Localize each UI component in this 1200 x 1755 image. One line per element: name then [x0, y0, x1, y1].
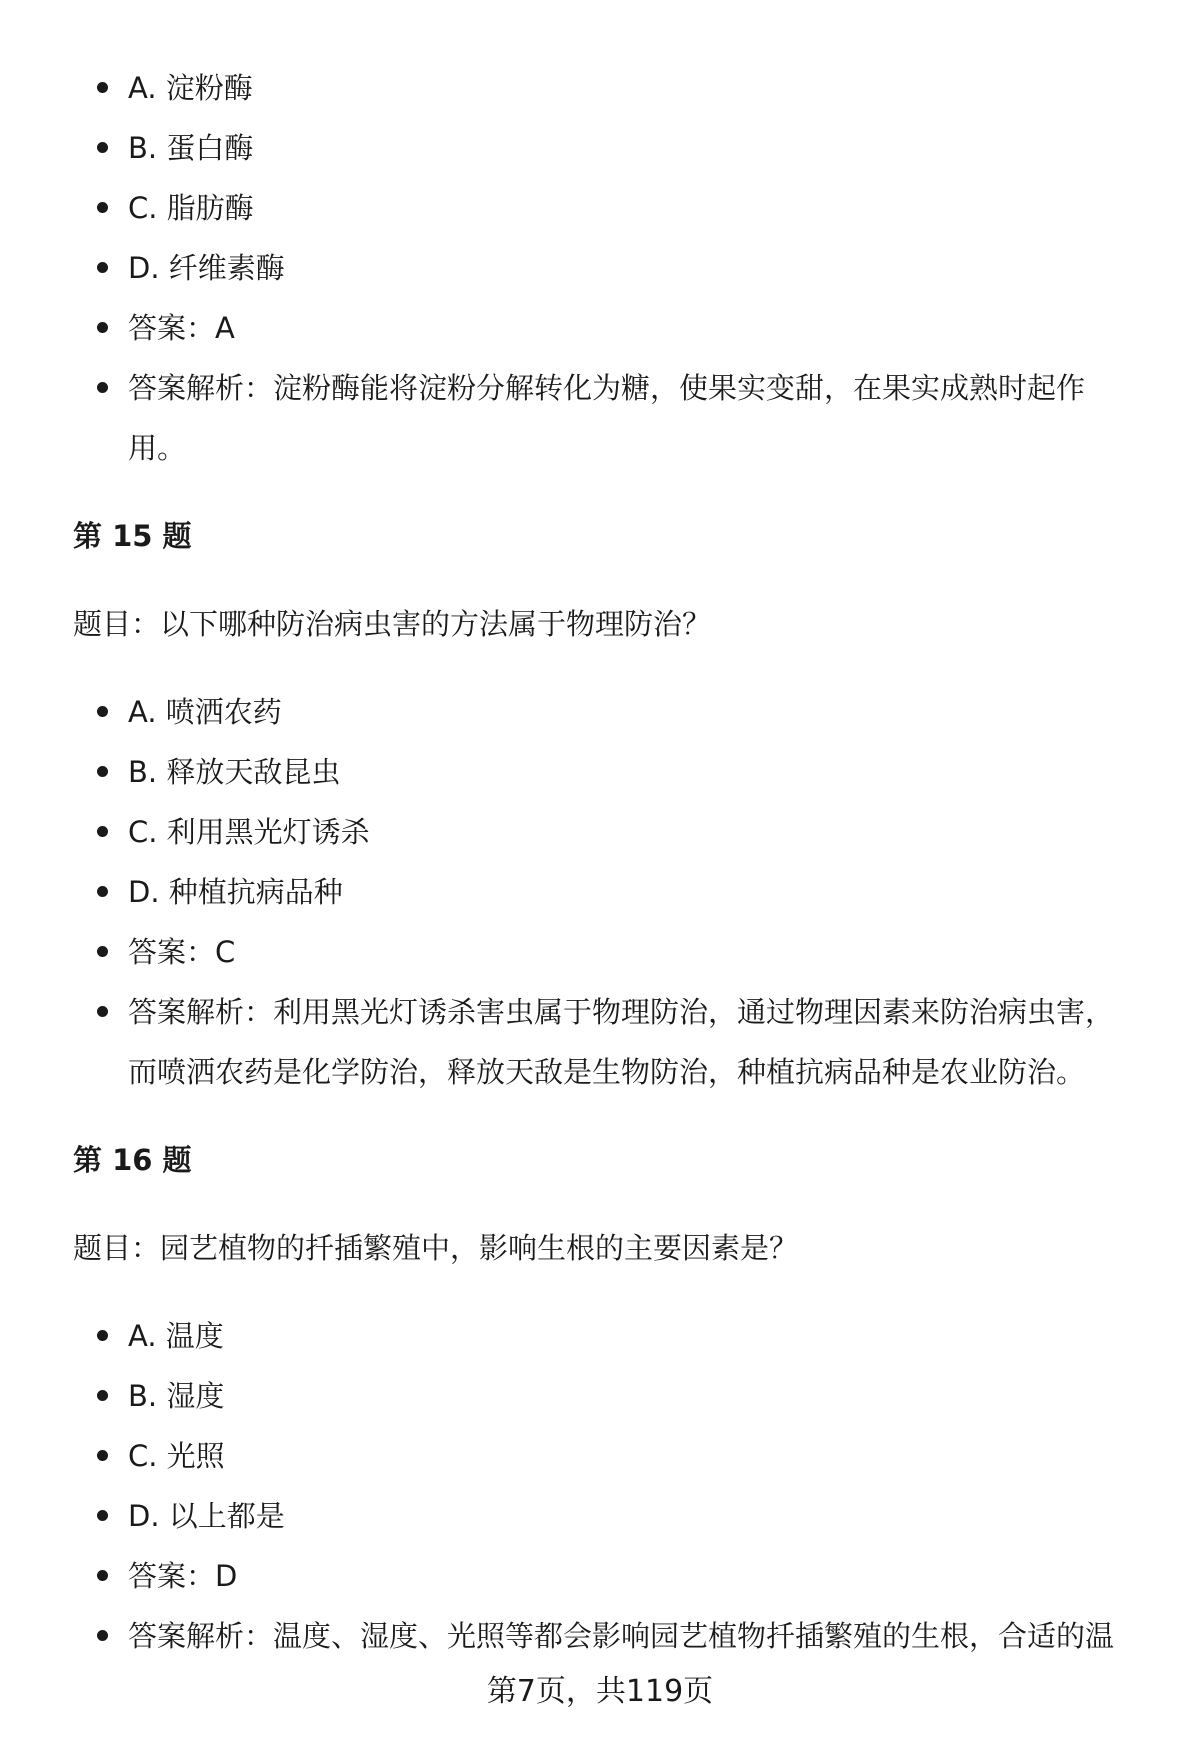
option-d: D. 纤维素酶	[0, 238, 1200, 298]
answer-analysis: 答案解析：淀粉酶能将淀粉分解转化为糖，使果实变甜，在果实成熟时起作用。	[0, 358, 1198, 478]
option-b: B. 湿度	[0, 1366, 1200, 1426]
option-b: B. 蛋白酶	[0, 118, 1200, 178]
question-16-text: 题目：园艺植物的扦插繁殖中，影响生根的主要因素是？	[73, 1231, 799, 1265]
page-number: 第7页，共119页	[486, 1674, 714, 1709]
option-d: D. 种植抗病品种	[0, 862, 1200, 922]
answer: 答案：A	[0, 298, 1200, 358]
answer-analysis: 答案解析：温度、湿度、光照等都会影响园艺植物扦插繁殖的生根，合适的温	[0, 1606, 1200, 1666]
option-c: C. 光照	[0, 1426, 1200, 1486]
option-d: D. 以上都是	[0, 1486, 1200, 1546]
option-a: A. 温度	[0, 1306, 1200, 1366]
option-b: B. 释放天敌昆虫	[0, 742, 1200, 802]
question-16-options	[0, 1306, 1200, 1666]
answer: 答案：D	[0, 1546, 1200, 1606]
option-c: C. 利用黑光灯诱杀	[0, 802, 1200, 862]
option-a: A. 喷洒农药	[0, 682, 1200, 742]
option-c: C. 脂肪酶	[0, 178, 1200, 238]
answer-analysis: 答案解析：利用黑光灯诱杀害虫属于物理防治，通过物理因素来防治病虫害，而喷洒农药是化学防治，释放天敌是生物防治，种植抗病品种是农业防治。	[0, 982, 1198, 1102]
question-15-options	[0, 682, 1200, 1102]
prev-question-options	[0, 58, 1200, 478]
answer: 答案：C	[0, 922, 1200, 982]
question-15-text: 题目：以下哪种防治病虫害的方法属于物理防治？	[73, 607, 712, 641]
option-a: A. 淀粉酶	[0, 58, 1200, 118]
question-15-heading: 第 15 题	[73, 519, 192, 553]
question-16-heading: 第 16 题	[73, 1143, 192, 1177]
